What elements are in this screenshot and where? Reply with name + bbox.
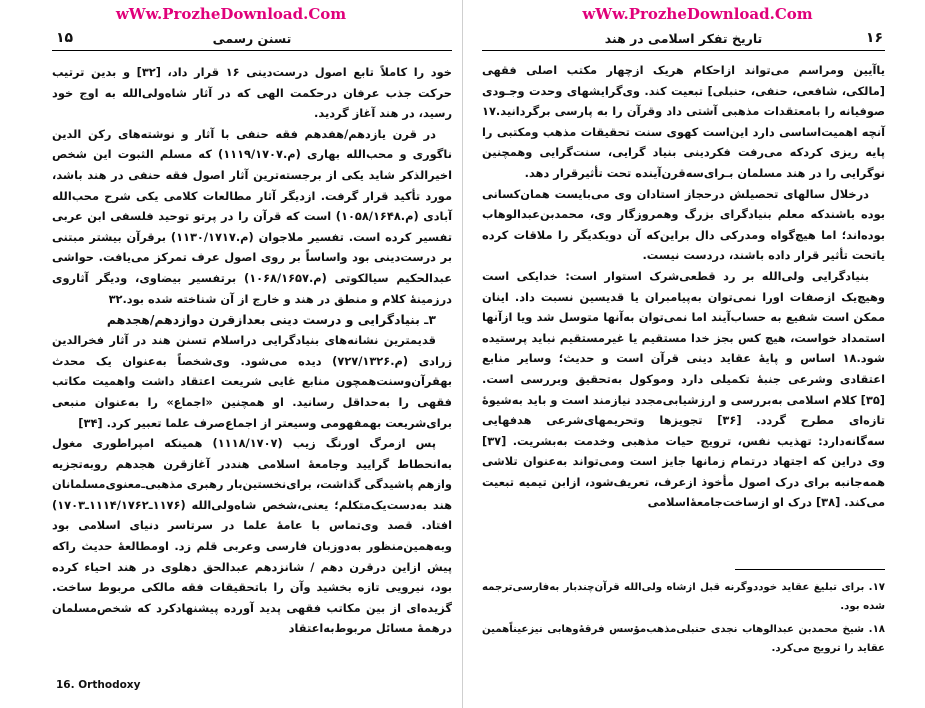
- paragraph: قدیمترین نشانه‌های بنیادگرایی دراسلام تسنن هند در آثار فخرالدین زرادی (م.۷۲۷/۱۳۲۶) دیده می‌شود. وی‌شخصاً به‌عنوان یک محدث بهقرآن‌وسنت‌همچون منابع غایی شریعت اعتقاد داشت واهمیت مکاتب فقهی را به‌حداقل رسانید. او همچنین «اجماع» را به‌عنوان منبعی برای‌شریعت بهمفهومی وسیعتر از اجماع‌صرف علما تعبیر کرد. [۳۴]: [52, 333, 453, 430]
- footnote-divider: [735, 569, 885, 570]
- right-running-header: [482, 30, 885, 51]
- watermark-left: wWw.ProzheDownload.Com: [115, 5, 347, 23]
- paragraph: پس ازمرگ اورنگ زیب (۱۱۱۸/۱۷۰۷) همینکه امپراطوری مغول به‌انحطاط گرایید وجامعهٔ اسلامی هنددر آغازقرن هجدهم روبه‌تجزیه وازهم پاشیدگی گذاشت، برای‌نخستین‌بار رهبری مذهبی‌ـ‌معنوی‌مسلمانان هند به‌دست‌یک‌متکلم؛ یعنی،شخص شاه‌ولی‌الله (۱۱۷۶ـ۱۱۱۴/۱۷۶۲ـ۱۷۰۳) افتاد. قصد وی‌تماس با عامهٔ علما در سرتاسر دنیای اسلامی بود وبه‌همین‌منظور به‌دوزبان فارسی وعربی قلم زد. اومطالعهٔ حدیث راکه پیش ازاین درقرن دهم / شانزدهم عبدالحق دهلوی در هند احیاء کرده بود، نیرویی تازه بخشید وآن را باتحقیقات فقه مالکی مربوط ساخت. گزیده‌ای از بین مکاتب فقهی پدید آورده پیشنهادکرد که شخص‌مسلمان درهمهٔ مسائل مربوط‌به‌اعتقاد: [52, 436, 452, 636]
- footnotes: [482, 578, 885, 662]
- left-running-header: [52, 30, 452, 51]
- paragraph: درخلال سالهای تحصیلش درحجاز استادان وی می‌بایست همان‌کسانی بوده باشندکه معلم بنیادگرای بزرگ وهمروزگار وی، محمدبن‌عبدالوهاب بوده‌اند؛ اما هیچ‌گواه ومدرکی دال براین‌که آن دویکدیگر را ملاقات کرده یاتحت تأثیر قرار داده باشند، دردست نیست.: [482, 186, 885, 263]
- right-running-head: تاریخ تفکر اسلامی در هند: [604, 31, 763, 46]
- paragraph: یاآیین ومراسم می‌تواند ازاحکام هریک ازچهار مکتب اصلی فقهی [مالکی، شافعی، حنفی، حنبلی] تبعیت کند. وی‌گرایشهای وحدت وجـودی صوفیانه را بامعتقدات مذهبی آشتی داد وقرآن را به پارسی برگردانید.۱۷ آنچه اهمیت‌اساسی دارد این‌است کهوی سنت تحقیقات مذهب ومکتبی را پایه ریزی کردکه می‌رفت فکردینی بنیاد گرایی، سنت‌گرایی وهمچنین نوگرایی را در هند مسلمان بـرای‌سه‌قرن‌آینده تحت تأثیرقرار دهد.: [482, 63, 885, 180]
- paragraph: در قرن یازدهم/هفدهم فقه حنفی با آثار و نوشته‌های رکن الدین ناگوری و محب‌الله بهاری (م.۱۱۱۹/۱۷۰۷) که مسلم الثبوت این شخص اخیرالذکر شاید یکی از برجسته‌ترین آثار اصول فقه حنفی در هند باشد، مورد تأکید قرار گرفت. ازدیگر آثار مطالعات کلامی یکی شرح محب‌الله آبادی (م.۱۰۵۸/۱۶۴۸) است که قرآن را در پرتو توحید فلسفی ابن عربی تفسیر کرده است. تفسیر ملاجوان (م.۱۱۳۰/۱۷۱۷) برقرآن بیشتر مبتنی بر درست‌دینی بود واساساً بر روی اصول عرف تمرکز می‌یافت. حواشی عبدالحکیم سیالکوتی (م.۱۰۶۸/۱۶۵۷) برتفسیر بیضاوی، ودیگر آثاروی درزمینهٔ کلام و منطق در هند و خارج از آن شناخته شده بود.۳۲: [52, 126, 452, 306]
- watermark-right: wWw.ProzheDownload.Com: [582, 5, 813, 23]
- footnote: ۱۷. برای تبلیغ عقاید خوددوگرنه قبل ازشاه ولی‌الله قرآن‌چندبار به‌فارسی‌ترجمه شده بود.: [482, 582, 885, 612]
- right-page-number: ۱۶: [865, 30, 883, 46]
- left-page: [0, 0, 462, 708]
- right-page: [470, 0, 925, 708]
- paragraph: خود را کاملاً تابع اصول درست‌دینی ۱۶ قرار داد، [۳۲] و بدین ترتیب حرکت جذب عرفان درحکمت الهی که در آثار شاه‌ولی‌الله به اوج خود رسید، در هند آغاز گردید.: [52, 65, 453, 121]
- left-page-number: ۱۵: [56, 30, 74, 46]
- paragraph: بنیادگرایی ولی‌الله بر رد قطعی‌شرک استوار است: خدایکی است وهیچ‌یک ازصفات اورا نمی‌توان به‌پیامبران یا قدیسین نسبت داد. اینان ممکن است شفیع به حساب‌آیند اما نمی‌توان به‌آنها متوسل شد ویا ازآنها استمداد خواست، هیچ کس بجز خدا مستقیم یا غیرمستقیم نباید پرستیده شود.۱۸ اساس و پایهٔ عقاید دینی قرآن است و حدیث؛ وسایر منابع اعتقادی وشرعی جنبهٔ تکمیلی دارد وموکول به‌تحقیق وبررسی است. [۳۵] کلام اسلامی به‌بررسی و ارزشیابی‌مجدد نیازمند است و باید به‌شیوهٔ تازه‌ای مطرح گردد. [۳۶] تجویزها وتحریمهای‌شرعی هدفهایی سه‌گانه‌دارد: تهذیب نفس، ترویج حیات مذهبی وخدمت به‌بشریت. [۳۷] وی دراین که اجتهاد درتمام زمانها جایز است ومی‌تواند به‌عنوان تلاشی همه‌جانبه برای درک اصول مأخوذ ازعرف، تعریف‌شود، ازابن تیمیه تبعیت می‌کند. [۳۸] درک او ازساخت‌جامعهٔ‌اسلامی: [482, 268, 885, 510]
- section-heading: ۳ـ بنیادگرایی و درست دینی بعدازقرن دوازدهم/هجدهم: [106, 312, 436, 328]
- left-running-head: تسنن رسمی: [212, 31, 292, 46]
- left-page-body: [52, 62, 452, 639]
- footer-note: 16. Orthodoxy: [56, 679, 141, 691]
- right-page-body: [482, 60, 885, 513]
- footnote: ۱۸. شیخ محمدبن عبدالوهاب نجدی حنبلی‌مذهب‌مؤسس فرقهٔ‌وهابی نیزعیناًهمین عقاید را ترویج می‌کرد.: [482, 624, 885, 654]
